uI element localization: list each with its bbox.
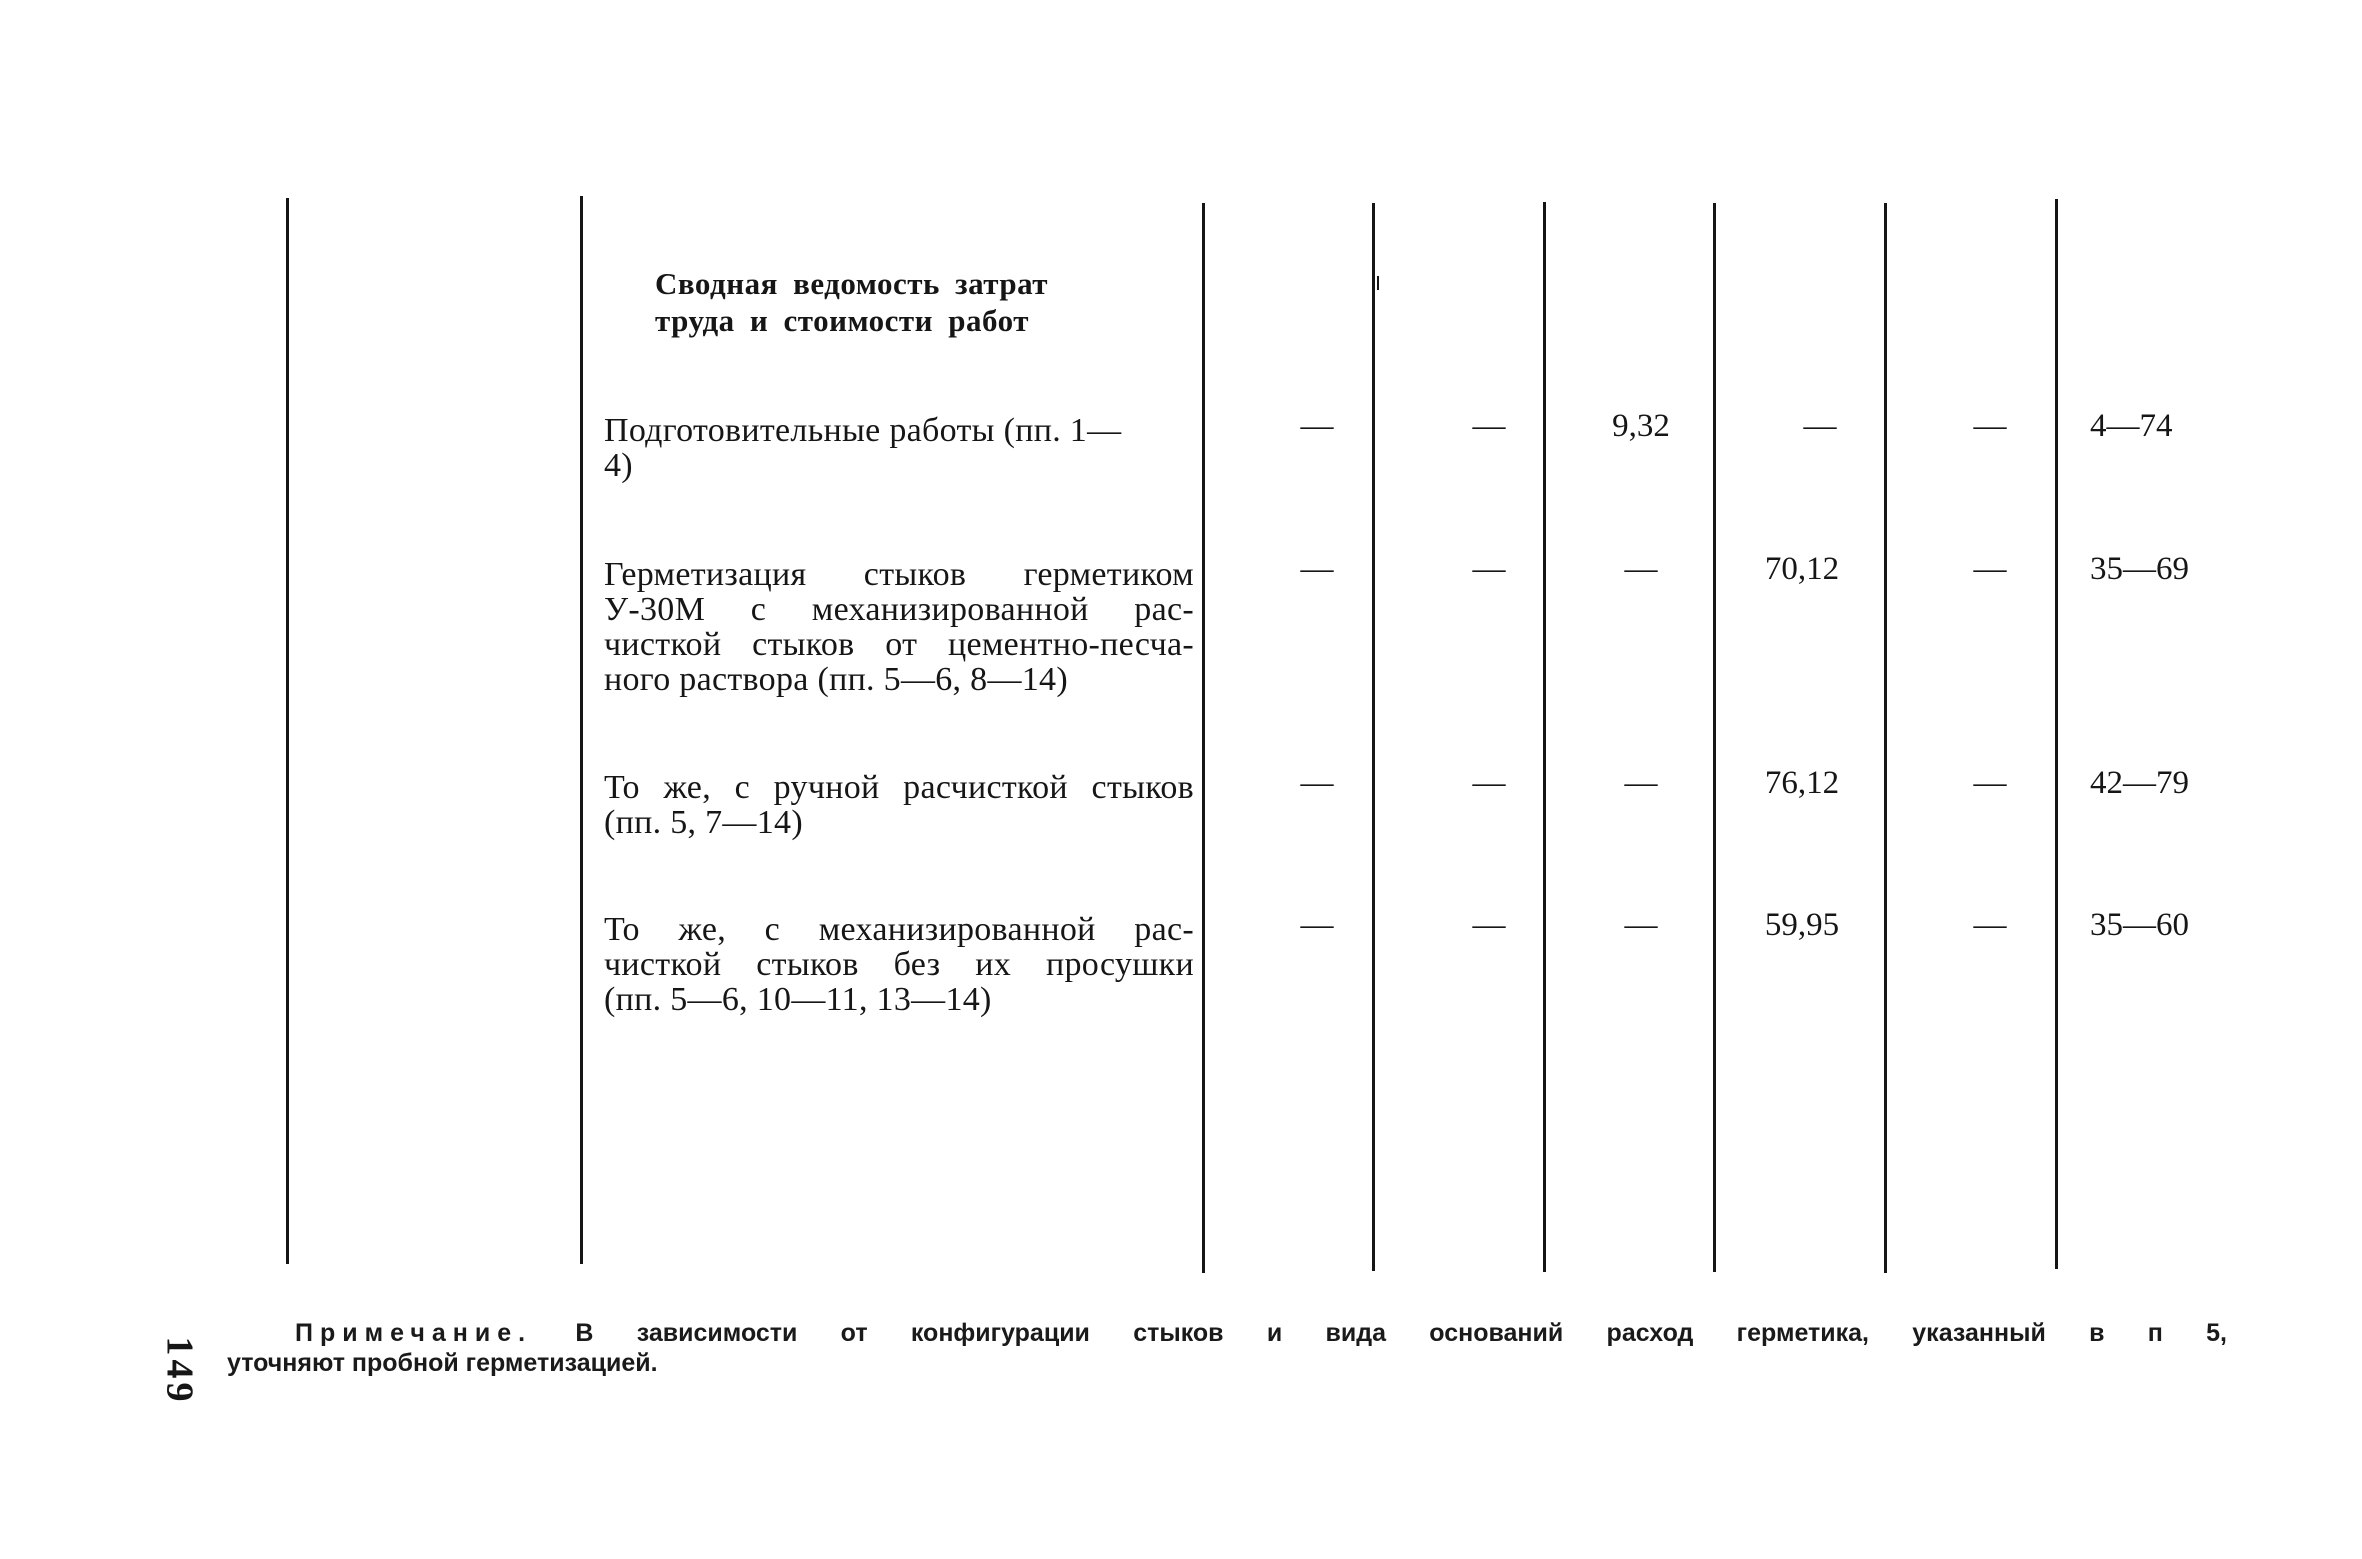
table-left-border [286, 198, 289, 1264]
row-2-column-3-value: — [1624, 551, 1658, 587]
note-line-1 [227, 1318, 2227, 1348]
row-4-column-5-value: — [1973, 907, 2007, 943]
row-3-column-6-value: 42—79 [2090, 765, 2189, 801]
description-column-right-rule [1202, 203, 1205, 1273]
table-row-description-2 [604, 557, 1194, 697]
row-2-column-6-value: 35—69 [2090, 551, 2189, 587]
description-line: (пп. 5—6, 10—11, 13—14) [604, 981, 992, 1018]
column-1-right-rule [1372, 203, 1375, 1271]
row-4-column-6-value: 35—60 [2090, 907, 2189, 943]
description-line: чисткой стыков от цементно-песча- [604, 626, 1194, 663]
description-line: У-30М с механизированной рас- [604, 591, 1194, 628]
row-4-column-4-value: 59,95 [1764, 907, 1840, 943]
row-2-column-1-value: — [1300, 551, 1334, 587]
row-2-column-2-value: — [1472, 551, 1506, 587]
column-2-tick-mark [1377, 276, 1379, 290]
summary-heading-line-1: Сводная ведомость затрат [655, 266, 1049, 301]
summary-heading-line-2: труда и стоимости работ [655, 303, 1029, 338]
row-1-column-3-value: 9,32 [1612, 408, 1670, 444]
row-4-column-1-value: — [1300, 907, 1334, 943]
description-line: То же, с ручной расчисткой стыков [604, 769, 1194, 806]
table-row-description-4 [604, 912, 1194, 1017]
table-row-description-1 [604, 413, 1194, 483]
summary-heading [655, 265, 1175, 339]
note-label: Примечание. [295, 1319, 533, 1347]
row-3-column-1-value: — [1300, 765, 1334, 801]
column-4-right-rule [1884, 203, 1887, 1273]
page-number: 149 [158, 1336, 201, 1406]
description-line: Герметизация стыков герметиком [604, 556, 1194, 593]
row-1-column-4-value: — [1803, 408, 1837, 444]
description-line: 4) [604, 447, 633, 484]
description-line: ного раствора (пп. 5—6, 8—14) [604, 661, 1068, 698]
note-text-line-2: уточняют пробной герметизацией. [227, 1349, 658, 1377]
description-line: То же, с механизированной рас- [604, 911, 1194, 948]
row-2-column-4-value: 70,12 [1764, 551, 1840, 587]
row-1-column-5-value: — [1973, 408, 2007, 444]
table-note [227, 1318, 2227, 1378]
description-line: чисткой стыков без их просушки [604, 946, 1194, 983]
row-3-column-5-value: — [1973, 765, 2007, 801]
table-row-description-3 [604, 770, 1194, 840]
row-3-column-2-value: — [1472, 765, 1506, 801]
row-3-column-4-value: 76,12 [1764, 765, 1840, 801]
row-2-column-5-value: — [1973, 551, 2007, 587]
row-4-column-3-value: — [1624, 907, 1658, 943]
row-1-column-6-value: 4—74 [2090, 408, 2173, 444]
row-1-column-1-value: — [1300, 408, 1334, 444]
column-2-right-rule [1543, 202, 1546, 1272]
description-line: Подготовительные работы (пп. 1— [604, 412, 1122, 449]
column-3-right-rule [1713, 203, 1716, 1272]
row-3-column-3-value: — [1624, 765, 1658, 801]
description-column-left-rule [580, 196, 583, 1264]
row-1-column-2-value: — [1472, 408, 1506, 444]
note-text-line-1: В зависимости от конфигурации стыков и вида оснований расход герметика, указанный в п 5, [575, 1319, 2227, 1347]
column-5-right-rule [2055, 199, 2058, 1269]
row-4-column-2-value: — [1472, 907, 1506, 943]
description-line: (пп. 5, 7—14) [604, 804, 803, 841]
